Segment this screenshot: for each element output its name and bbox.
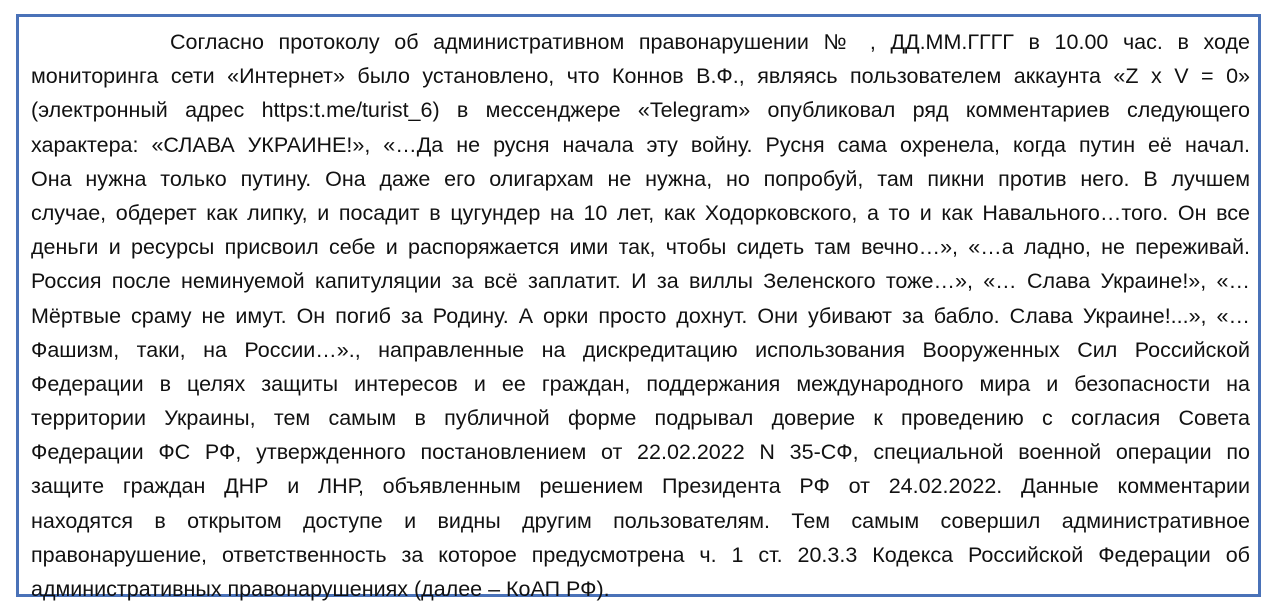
paragraph-line-2: мониторинга сети «Интернет» было установлено, что Коннов В.Ф., являясь пользователем аккаунта «Z x V = 0»	[31, 64, 1250, 89]
paragraph-line-17: административных правонарушениях (далее – КоАП РФ).	[31, 577, 610, 601]
paragraph-line-10: Фашизм, таки, на России…»., направленные на дискредитацию использования Вооруженных Сил Российской	[31, 337, 1250, 362]
document-paragraph	[31, 25, 1250, 606]
paragraph-line-16: правонарушение, ответственность за которое предусмотрена ч. 1 ст. 20.3.3 Кодекса Российской Федерации об	[31, 542, 1250, 567]
paragraph-line-11: Федерации в целях защиты интересов и ее граждан, поддержания международного мира и безопасности на	[31, 371, 1250, 396]
document-frame	[16, 14, 1261, 601]
paragraph-line-9: Мёртвые сраму не имут. Он погиб за Родину. А орки просто дохнут. Они убивают за бабло. Слава Украине!...», «…	[31, 303, 1250, 328]
paragraph-line-8: Россия после неминуемой капитуляции за всё заплатит. И за виллы Зеленского тоже…», «… Слава Украине!», «…	[31, 269, 1250, 294]
paragraph-line-6: случае, обдерет как липку, и посадит в цугундер на 10 лет, как Ходорковского, а то и как Навального…того. Он все	[31, 200, 1250, 225]
paragraph-line-5: Она нужна только путину. Она даже его олигархам не нужна, но попробуй, там пикни против него. В лучшем	[31, 166, 1250, 191]
paragraph-line-13: Федерации ФС РФ, утвержденного постановлением от 22.02.2022 N 35-СФ, специальной военной операции по	[31, 440, 1250, 465]
paragraph-line-15: находятся в открытом доступе и видны другим пользователям. Тем самым совершил административное	[31, 508, 1250, 533]
paragraph-line-12: территории Украины, тем самым в публичной форме подрывал доверие к проведению с согласия Совета	[31, 406, 1250, 431]
paragraph-line-1: Согласно протоколу об административном правонарушении № , ДД.ММ.ГГГГ в 10.00 час. в ходе	[170, 30, 1250, 54]
paragraph-line-4: характера: «СЛАВА УКРАИНЕ!», «…Да не русня начала эту войну. Русня сама охренела, когда путин её начал.	[31, 132, 1250, 157]
paragraph-line-3: (электронный адрес https:t.me/turist_6) в мессенджере «Telegram» опубликовал ряд комментариев следующего	[31, 98, 1250, 123]
paragraph-line-7: деньги и ресурсы присвоил себе и распоряжается ими так, чтобы сидеть там вечно…», «…а ладно, не переживай.	[31, 235, 1250, 260]
paragraph-line-14: защите граждан ДНР и ЛНР, объявленным решением Президента РФ от 24.02.2022. Данные комментарии	[31, 474, 1250, 499]
